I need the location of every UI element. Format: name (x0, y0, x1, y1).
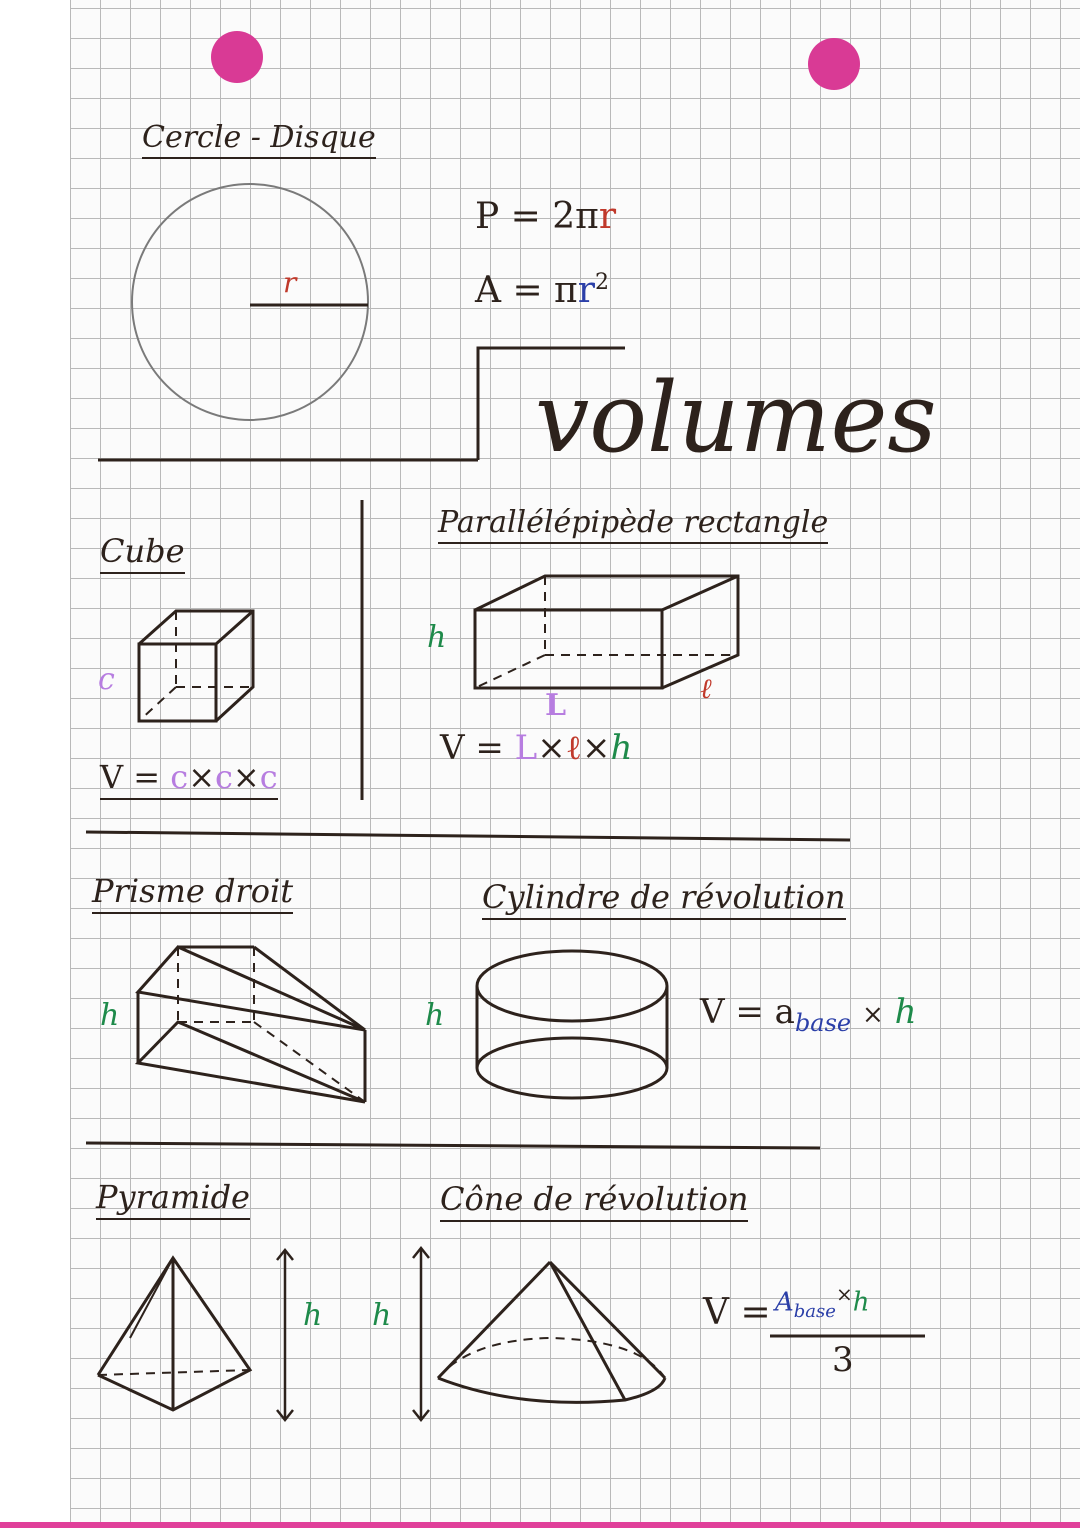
area-formula (475, 270, 609, 311)
circle-heading: Cercle - Disque (142, 120, 376, 159)
area-exponent: 2 (594, 270, 609, 295)
cone-height-arrow (413, 1248, 429, 1420)
pyramid-figure (98, 1258, 250, 1410)
parallelepiped-formula-L: L (514, 728, 538, 768)
cylinder-formula-times: × (861, 1000, 884, 1030)
cube-term-3: c (259, 758, 278, 796)
perimeter-radius-var: r (598, 196, 617, 237)
cylinder-formula-sub: base (794, 1008, 852, 1037)
cube-figure (139, 611, 253, 721)
perimeter-prefix: P = 2π (475, 196, 599, 237)
cube-term-1: c (170, 758, 189, 796)
binder-hole-right (808, 38, 860, 90)
cylinder-formula-h: h (894, 992, 917, 1032)
cone-formula-numerator (775, 1282, 869, 1322)
parallelepiped-formula (440, 728, 632, 768)
separator-lower (86, 1143, 820, 1148)
parallelepiped-formula-prefix: V = (440, 728, 504, 768)
parallelepiped-heading: Parallélépipède rectangle (438, 505, 828, 544)
cube-formula-prefix: V = (100, 758, 161, 796)
pyramid-height-arrow (277, 1250, 293, 1420)
cylinder-h-label: h (425, 998, 445, 1033)
cone-formula-prefix: V = (703, 1292, 771, 1333)
cone-formula-A: A (775, 1287, 794, 1318)
parallelepiped-h-label: h (427, 620, 447, 655)
disk-figure (132, 184, 368, 420)
cube-heading: Cube (100, 532, 185, 574)
cube-side-label: c (98, 662, 115, 697)
pyramid-heading: Pyramide (96, 1178, 250, 1220)
cylinder-formula (700, 992, 916, 1037)
parallelepiped-formula-l: ℓ (565, 728, 583, 768)
parallelepiped-formula-times-2: × (582, 728, 611, 768)
area-prefix: A = π (475, 270, 578, 311)
cone-figure (438, 1262, 665, 1402)
parallelepiped-formula-h: h (610, 728, 633, 768)
cylinder-formula-prefix: V = a (700, 992, 795, 1032)
cylinder-figure (477, 951, 667, 1098)
parallelepiped-L-label: L (545, 688, 567, 723)
cube-times-1: × (188, 758, 215, 796)
cube-term-2: c (215, 758, 233, 796)
cone-formula-A-sub: base (793, 1300, 836, 1322)
separator-middle (86, 832, 850, 840)
pyramid-h-label: h (303, 1298, 323, 1333)
binder-hole-left (211, 31, 263, 83)
cone-formula-times: × (835, 1282, 853, 1306)
cone-formula-denominator: 3 (832, 1340, 854, 1380)
parallelepiped-l-label: ℓ (700, 672, 712, 705)
prism-h-label: h (100, 998, 120, 1033)
cone-formula-h: h (852, 1287, 870, 1318)
prism-figure (138, 947, 365, 1102)
area-radius-var: r (577, 270, 595, 311)
cylinder-heading: Cylindre de révolution (482, 878, 846, 920)
cube-times-2: × (232, 758, 260, 796)
cone-h-label: h (372, 1298, 392, 1333)
cone-heading: Cône de révolution (440, 1180, 748, 1222)
parallelepiped-figure (475, 576, 738, 688)
parallelepiped-formula-times-1: × (537, 728, 566, 768)
cube-formula (100, 758, 278, 800)
prism-heading: Prisme droit (92, 872, 293, 914)
perimeter-formula (475, 196, 616, 237)
radius-label: r (283, 266, 297, 299)
page-title: volumes (535, 362, 937, 474)
